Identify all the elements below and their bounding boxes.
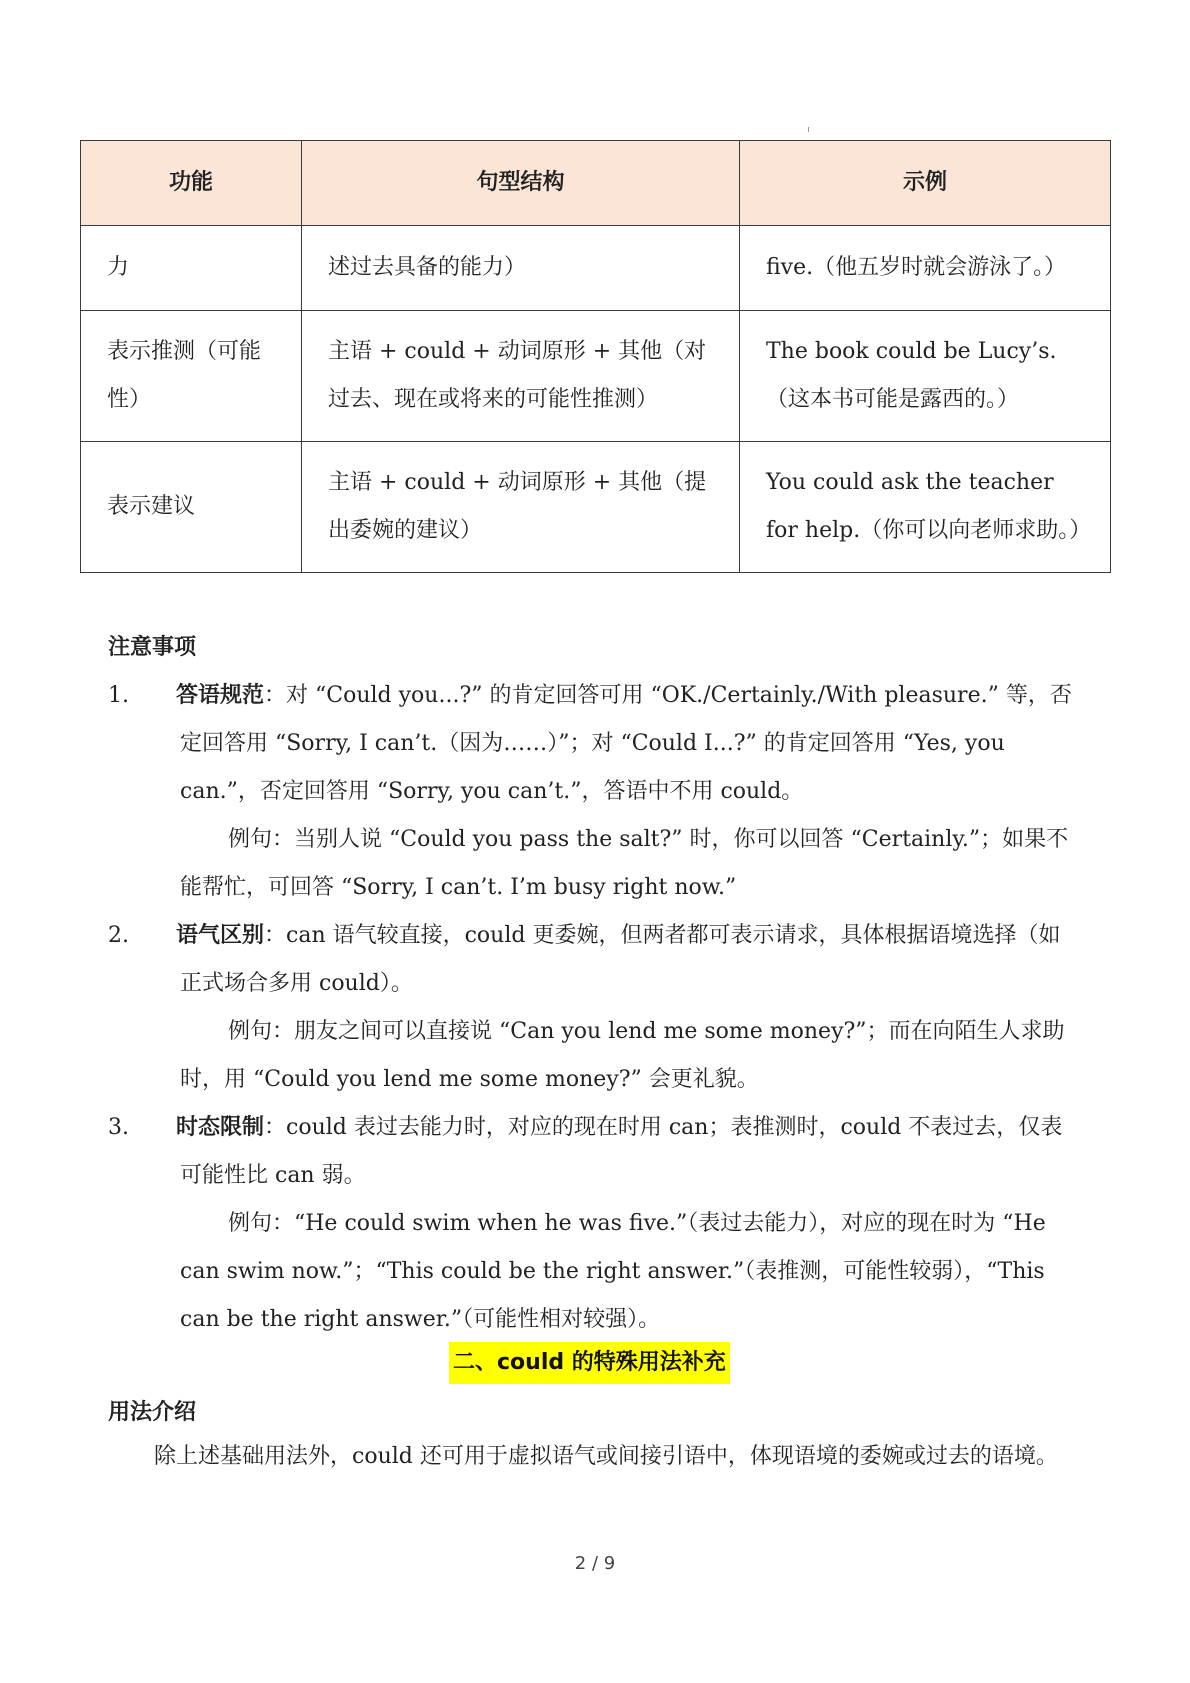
header-function: 功能 <box>81 141 302 226</box>
note-text: ：can 语气较直接，could 更委婉，但两者都可表示请求，具体根据语境选择（如正式场合多用 could）。 <box>180 923 1061 996</box>
note-item-1 <box>108 672 1074 912</box>
header-example: 示例 <box>740 141 1111 226</box>
note-item-2 <box>108 912 1074 1104</box>
usage-intro-heading: 用法介绍 <box>108 1400 197 1425</box>
note-number: 2. <box>108 923 129 948</box>
cell-function: 力 <box>81 226 302 311</box>
note-label: 答语规范 <box>176 683 265 708</box>
scan-mark <box>808 127 809 132</box>
note-number: 3. <box>108 1115 129 1140</box>
table-row <box>81 311 1111 442</box>
table-header-row <box>81 141 1111 226</box>
cell-example: five.（他五岁时就会游泳了。） <box>740 226 1111 311</box>
header-structure: 句型结构 <box>302 141 740 226</box>
table-row <box>81 226 1111 311</box>
note-example: 例句：朋友之间可以直接说 “Can you lend me some money?”；而在向陌生人求助时，用 “Could you lend me some money?” 会更礼貌。 <box>180 1019 1065 1092</box>
cell-structure: 主语 + could + 动词原形 + 其他（对过去、现在或将来的可能性推测） <box>302 311 740 442</box>
note-text: ：对 “Could you...?” 的肯定回答可用 “OK./Certainly./With pleasure.” 等，否定回答用 “Sorry, I can’t.（因为……）”；对 “Could I...?” 的肯定回答用 “Yes, you can.”，否定回答用 “Sorry, you can’t.”，答语中不用 could。 <box>180 683 1072 804</box>
cell-example: The book could be Lucy’s.（这本书可能是露西的。） <box>740 311 1111 442</box>
note-example: 例句：当别人说 “Could you pass the salt?” 时，你可以回答 “Certainly.”；如果不能帮忙，可回答 “Sorry, I can’t. I’m busy right now.” <box>180 827 1069 900</box>
note-item-3 <box>108 1104 1074 1344</box>
page-number: 2 / 9 <box>574 1553 616 1574</box>
note-label: 时态限制 <box>176 1115 265 1140</box>
note-number: 1. <box>108 683 129 708</box>
note-example: 例句：“He could swim when he was five.”（表过去能力），对应的现在时为 “He can swim now.”；“This could be the right answer.”（表推测，可能性较弱），“This can be the right answer.”（可能性相对较强）。 <box>180 1211 1046 1332</box>
cell-function: 表示推测（可能性） <box>81 311 302 442</box>
could-usage-table <box>80 140 1111 573</box>
cell-structure: 述过去具备的能力） <box>302 226 740 311</box>
cell-example: You could ask the teacher for help.（你可以向老师求助。） <box>740 442 1111 573</box>
note-text: ：could 表过去能力时，对应的现在时用 can；表推测时，could 不表过去，仅表可能性比 can 弱。 <box>180 1115 1063 1188</box>
note-label: 语气区别 <box>176 923 265 948</box>
usage-intro-text: 除上述基础用法外，could 还可用于虚拟语气或间接引语中，体现语境的委婉或过去的语境。 <box>154 1444 1058 1469</box>
section-title: 二、could 的特殊用法补充 <box>449 1342 730 1384</box>
table-row <box>81 442 1111 573</box>
cell-structure: 主语 + could + 动词原形 + 其他（提出委婉的建议） <box>302 442 740 573</box>
cell-function: 表示建议 <box>81 442 302 573</box>
notes-heading: 注意事项 <box>108 635 197 660</box>
